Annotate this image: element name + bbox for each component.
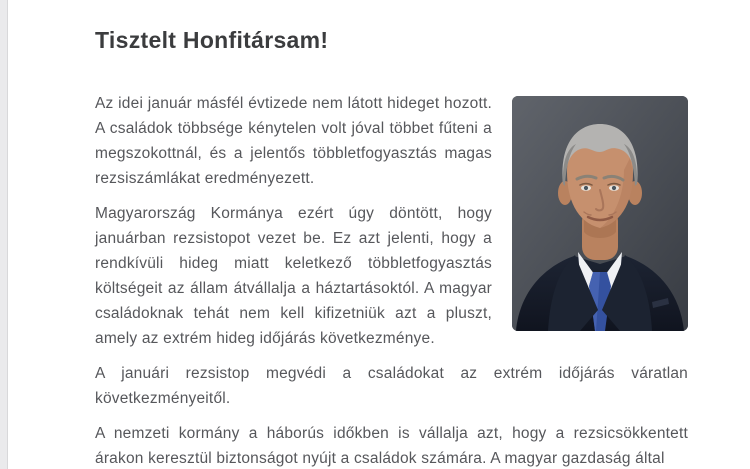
letter-title: Tisztelt Honfitársam! <box>95 27 329 53</box>
letter-page <box>8 0 750 469</box>
paragraph-4: A nemzeti kormány a háborús időkben is vállalja azt, hogy a rezsicsökkentett árakon keresztül biztonságot nyújt a családok számára. A magyar gazdaság által <box>95 425 688 467</box>
paragraph-1: Az idei január másfél évtizede nem látott hideget hozott. A családok többsége kénytelen volt jóval többet fűteni a megszokottnál, és a jelentős többletfogyasztás magas rezsiszámlákat eredményezett. <box>95 95 492 187</box>
letter-body <box>95 91 688 469</box>
portrait-image <box>512 96 688 331</box>
left-gutter <box>0 0 8 469</box>
paragraph-3: A januári rezsistop megvédi a családokat az extrém időjárás váratlan következményeitől. <box>95 365 688 407</box>
portrait-photo <box>512 96 688 331</box>
paragraph-2: Magyarország Kormánya ezért úgy döntött, hogy januárban rezsistopot vezet be. Ez azt jelenti, hogy a rendkívüli hideg miatt keletkező többletfogyasztás költségeit az állam átvállalja a háztartásoktól. A magyar családoknak tehát nem kell kifizetniük azt a pluszt, amely az extrém hideg időjárás következménye. <box>95 205 492 347</box>
